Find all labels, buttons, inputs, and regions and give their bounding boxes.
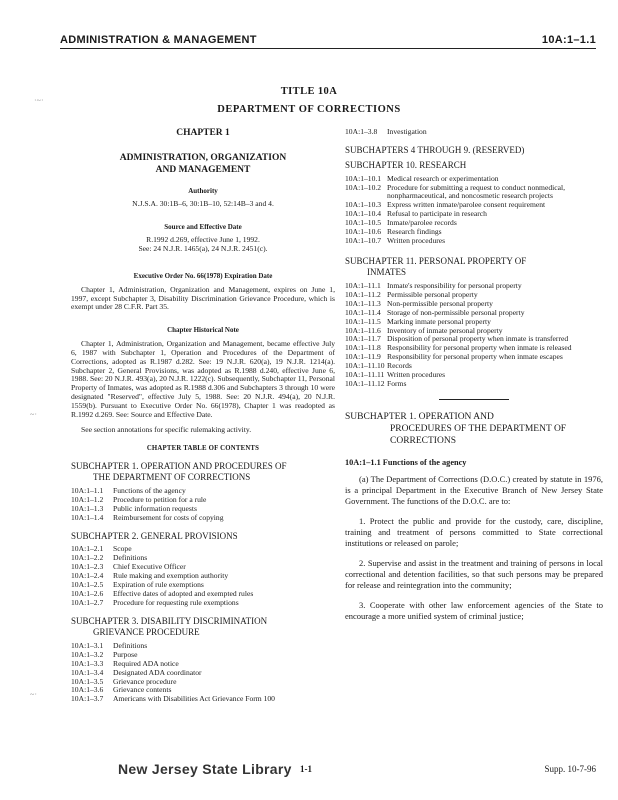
running-header — [60, 34, 596, 49]
toc-section-number: 10A:1–3.4 — [71, 667, 104, 677]
header-section-number: 10A:1–1.1 — [541, 34, 596, 46]
annotation-note: See section annotations for specific rulemaking activity. — [81, 425, 252, 435]
toc-section-number: 10A:1–11.3 — [345, 298, 381, 308]
source-heading: Source and Effective Date — [164, 223, 242, 232]
toc-subchapter-11-list — [345, 282, 603, 389]
toc-section-number: 10A:1–11.8 — [345, 343, 381, 353]
toc-section-title: Medical research or experimentation — [387, 173, 499, 183]
chapter-title: ADMINISTRATION, ORGANIZATION AND MANAGEMENT — [119, 153, 287, 176]
toc-section-number: 10A:1–11.11 — [345, 370, 385, 380]
toc-section-number: 10A:1–10.2 — [345, 182, 382, 192]
exec-order-text: Chapter 1, Administration, Organization and Management, expires on June 1, 1997, except Subchapter 3, Disability Discrimination Grievance Procedure, which is exempt under 28 C.F.R. Part 35. — [71, 284, 335, 312]
toc-section-title: Procedure for requesting rule exemptions — [113, 598, 239, 608]
toc-section-title: Inmate's responsibility for personal property — [387, 280, 522, 290]
toc-section-title: Written procedures — [387, 236, 446, 246]
toc-section-number: 10A:1–10.1 — [345, 173, 382, 183]
library-stamp: New Jersey State Library — [118, 761, 292, 777]
toc-section-number: 10A:1–2.2 — [71, 553, 104, 563]
toc-subchapter-10-heading: SUBCHAPTER 10. RESEARCH — [345, 159, 467, 170]
toc-section-number: 10A:1–2.4 — [71, 571, 104, 581]
toc-row — [71, 669, 335, 678]
toc-section-title: Grievance procedure — [113, 676, 177, 686]
chapter-number: CHAPTER 1 — [176, 128, 230, 138]
toc-section-title: Required ADA notice — [113, 658, 179, 668]
toc-row — [71, 496, 335, 505]
toc-subchapter-2-heading: SUBCHAPTER 2. GENERAL PROVISIONS — [71, 530, 238, 541]
toc-section-number: 10A:1–1.1 — [71, 485, 104, 495]
toc-section-title: Storage of non-permissible personal property — [387, 307, 525, 317]
toc-section-title: Procedure for submitting a request to conduct nonmedical, nonpharmaceutical, and noncosmetic research projects — [387, 182, 565, 201]
toc-section-number: 10A:1–3.6 — [71, 685, 104, 695]
department-title: DEPARTMENT OF CORRECTIONS — [217, 104, 401, 115]
toc-section-title: Grievance contents — [113, 685, 172, 695]
toc-row — [345, 184, 603, 202]
toc-section-number: 10A:1–1.2 — [71, 494, 104, 504]
historical-note-heading: Chapter Historical Note — [167, 326, 239, 335]
toc-section-number: 10A:1–11.12 — [345, 379, 385, 389]
toc-section-title: Americans with Disabilities Act Grievance Form 100 — [113, 694, 275, 704]
toc-section-number: 10A:1–2.6 — [71, 589, 104, 599]
header-title: ADMINISTRATION & MANAGEMENT — [60, 34, 257, 46]
scan-mark: ~· — [30, 410, 37, 419]
toc-subchapter-1-heading: SUBCHAPTER 1. OPERATION AND PROCEDURES OF THE DEPARTMENT OF CORRECTIONS — [71, 461, 287, 483]
toc-section-title: Marking inmate personal property — [387, 316, 491, 326]
toc-section-number: 10A:1–11.1 — [345, 280, 381, 290]
toc-section-title: Responsibility for personal property when inmate is released — [387, 343, 572, 353]
toc-row — [345, 219, 603, 228]
toc-row — [71, 660, 335, 669]
toc-section-title: Chief Executive Officer — [113, 562, 186, 572]
toc-section-title: Functions of the agency — [113, 485, 186, 495]
source-line-1: R.1992 d.269, effective June 1, 1992. — [146, 235, 260, 245]
toc-section-number: 10A:1–10.6 — [345, 227, 382, 237]
toc-subchapter-10-list — [345, 175, 603, 247]
toc-row — [345, 380, 603, 389]
toc-section-number: 10A:1–11.2 — [345, 289, 381, 299]
section-title: 10A:1–1.1 Functions of the agency — [345, 457, 467, 467]
toc-section-number: 10A:1–2.7 — [71, 598, 104, 608]
toc-section-title: Rule making and exemption authority — [113, 571, 229, 581]
paragraph-2: 2. Supervise and assist in the treatment and training of persons in local correctional and detention facilities, so that such persons may be prepared for release and reintegration into the community; — [345, 557, 603, 590]
toc-section-number: 10A:1–11.4 — [345, 307, 381, 317]
toc-section-title: Expiration of rule exemptions — [113, 580, 204, 590]
toc-section-title: Express written inmate/parolee consent requirement — [387, 200, 546, 210]
toc-section-title: Definitions — [113, 640, 148, 650]
paragraph-1: 1. Protect the public and provide for the custody, care, discipline, training and treatment of persons committed to State correctional institutions or released on parole; — [345, 515, 603, 548]
toc-subchapter-11-heading: SUBCHAPTER 11. PERSONAL PROPERTY OF INMATES — [345, 256, 527, 277]
toc-section-number: 10A:1–3.1 — [71, 640, 104, 650]
toc-section-title: Designated ADA coordinator — [113, 667, 202, 677]
toc-subchapter-1-list — [71, 487, 335, 523]
supplement-date: Supp. 10-7-96 — [544, 764, 596, 774]
toc-section-title: Refusal to participate in research — [387, 209, 487, 219]
toc-section-number: 10A:1–11.9 — [345, 352, 381, 362]
toc-section-number: 10A:1–10.4 — [345, 209, 382, 219]
toc-section-number: 10A:1–10.5 — [345, 218, 382, 228]
toc-section-number: 10A:1–2.3 — [71, 562, 104, 572]
subchapter-1-heading: SUBCHAPTER 1. OPERATION AND PROCEDURES OF THE DEPARTMENT OF CORRECTIONS — [345, 412, 567, 446]
toc-section-number: 10A:1–3.2 — [71, 649, 104, 659]
toc-section-number: 10A:1–2.5 — [71, 580, 104, 590]
toc-row — [345, 210, 603, 219]
toc-section-number: 10A:1–3.5 — [71, 676, 104, 686]
toc-section-title: Inmate/parolee records — [387, 218, 457, 228]
toc-subchapter-3-heading: SUBCHAPTER 3. DISABILITY DISCRIMINATION GRIEVANCE PROCEDURE — [71, 616, 268, 637]
toc-row — [71, 651, 335, 660]
toc-row — [345, 228, 603, 237]
toc-subchapter-3-list — [71, 642, 335, 705]
toc-section-title: Records — [387, 361, 412, 371]
toc-row — [71, 514, 335, 523]
toc-row — [71, 554, 335, 563]
toc-section-title: Purpose — [113, 649, 138, 659]
toc-section-number: 10A:1–11.7 — [345, 334, 381, 344]
toc-section-title: Written procedures — [387, 370, 446, 380]
scan-mark: ·~· — [34, 96, 44, 105]
authority-text: N.J.S.A. 30:1B–6, 30:1B–10, 52:14B–3 and 4. — [132, 199, 274, 209]
toc-section-title: Definitions — [113, 553, 148, 563]
toc-section-number: 10A:1–10.7 — [345, 236, 382, 246]
paragraph-3: 3. Cooperate with other law enforcement agencies of the State to encourage a more unified system of criminal justice; — [345, 600, 603, 622]
toc-row — [71, 599, 335, 608]
toc-row — [71, 678, 335, 687]
toc-section-title: Effective dates of adopted and exempted rules — [113, 589, 254, 599]
section-divider — [439, 399, 509, 400]
toc-section-number: 10A:1–3.7 — [71, 694, 104, 704]
source-line-2: See: 24 N.J.R. 1465(a), 24 N.J.R. 2451(c). — [138, 244, 268, 254]
historical-note-text: Chapter 1, Administration, Organization and Management, became effective July 6, 1987 with Subchapter 1, Operation and Procedures of the Department of Corrections, adopted as R.1987 d.282. See: 19 N.J.R. 620(a), 19 N.J.R. 1214(a). Subchapter 2, General Provisions, was adopted as R.1988 d.240, effective June 6, 1988. See: 20 N.J.R. 493(a), 20 N.J.R. 1222(c). Subsequently, Subchapter 11, Personal Property of Inmates, was adopted as R.1988 d.306 and Subchapters 3 through 10 were designated "Reserved", effective July 5, 1988. See: 20 N.J.R. 494(a), 20 N.J.R. 1559(b). Pursuant to Executive Order No. 66(1978), Chapter 1 was readopted as R.1992 d.269. See: Source and Effective Date. — [71, 338, 335, 420]
right-column — [345, 128, 603, 631]
toc-row — [71, 695, 335, 704]
scan-mark: ~· — [30, 690, 37, 699]
toc-section-title: Public information requests — [113, 503, 197, 513]
toc-section-number: 10A:1–3.3 — [71, 658, 104, 668]
toc-section-title: Inventory of inmate personal property — [387, 325, 503, 335]
toc-section-title: Research findings — [387, 227, 442, 237]
toc-section-number: 10A:1–11.10 — [345, 361, 385, 371]
toc-row — [71, 545, 335, 554]
toc-section-title: Procedure to petition for a rule — [113, 494, 207, 504]
toc-row — [345, 237, 603, 246]
toc-section-title: Reimbursement for costs of copying — [113, 512, 224, 522]
toc-section-title: Forms — [387, 379, 407, 389]
title-number: TITLE 10A — [280, 86, 338, 97]
page-number: 1-1 — [300, 764, 312, 774]
toc-section-number: 10A:1–1.3 — [71, 503, 104, 513]
toc-section-title: Non-permissible personal property — [387, 298, 493, 308]
toc-section-title: Disposition of personal property when inmate is transferred — [387, 334, 569, 344]
toc-section-title: Responsibility for personal property when inmate escapes — [387, 352, 563, 362]
exec-order-heading: Executive Order No. 66(1978) Expiration Date — [133, 272, 273, 281]
toc-section-number: 10A:1–1.4 — [71, 512, 104, 522]
toc-section-title: Permissible personal property — [387, 289, 478, 299]
toc-row — [71, 642, 335, 651]
authority-heading: Authority — [188, 186, 218, 195]
left-column — [71, 128, 335, 710]
toc-section-number: 10A:1–11.6 — [345, 325, 381, 335]
toc-section-number: 10A:1–11.5 — [345, 316, 381, 326]
paragraph-a: (a) The Department of Corrections (D.O.C.) created by statute in 1976, is a principal Department in the Executive Branch of New Jersey State Government. The functions of the D.O.C. are to: — [345, 473, 603, 506]
toc-section-title: Scope — [113, 544, 132, 554]
toc-section-number: 10A:1–2.1 — [71, 544, 104, 554]
toc-row: 10A:1–3.8 Investigation — [345, 127, 427, 136]
toc-title: CHAPTER TABLE OF CONTENTS — [146, 445, 260, 453]
toc-subchapters-4-9-heading: SUBCHAPTERS 4 THROUGH 9. (RESERVED) — [345, 144, 525, 155]
toc-section-number: 10A:1–10.3 — [345, 200, 382, 210]
toc-subchapter-2-list — [71, 545, 335, 608]
